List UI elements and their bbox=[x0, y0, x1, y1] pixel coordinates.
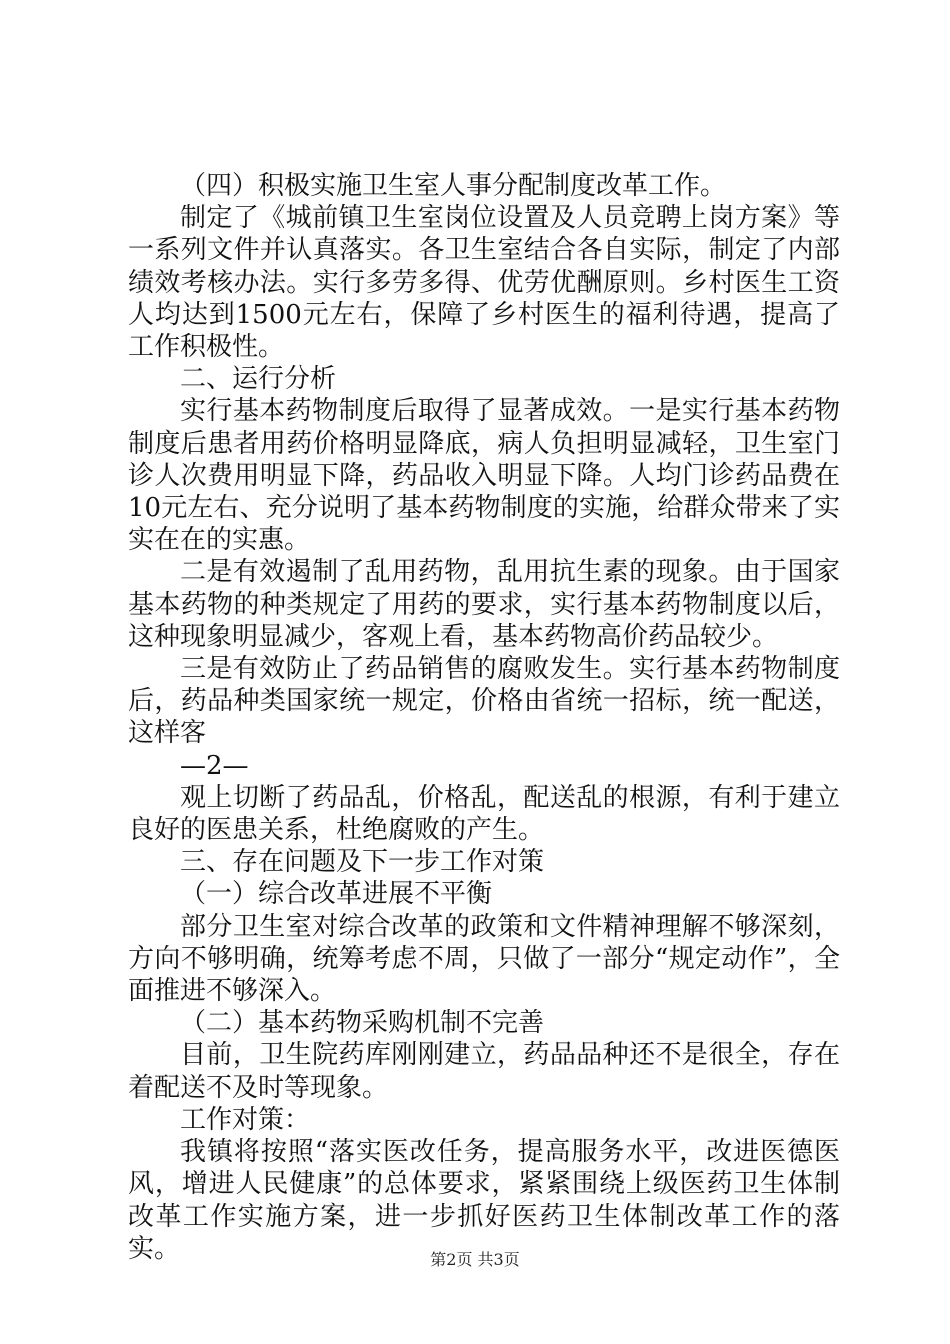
paragraph: 二是有效遏制了乱用药物，乱用抗生素的现象。由于国家基本药物的种类规定了用药的要求，实行基本药物制度以后，这种现象明显减少，客观上看，基本药物高价药品较少。 bbox=[128, 557, 840, 652]
subsection-heading: （一）综合改革进展不平衡 bbox=[180, 879, 493, 910]
paragraph: 制定了《城前镇卫生室岗位设置及人员竞聘上岗方案》等一系列文件并认真落实。各卫生室结合各自实际，制定了内部绩效考核办法。实行多劳多得、优劳优酬原则。乡村医生工资人均达到1500元左右，保障了乡村医生的福利待遇，提高了工作积极性。 bbox=[128, 203, 840, 363]
paragraph: 实行基本药物制度后取得了显著成效。一是实行基本药物制度后患者用药价格明显降底，病人负担明显减轻，卫生室门诊人次费用明显下降，药品收入明显下降。人均门诊药品费在10元左右、充分说明了基本药物制度的实施，给群众带来了实实在在的实惠。 bbox=[128, 396, 840, 556]
section-heading: 三、存在问题及下一步工作对策 bbox=[180, 847, 545, 878]
inline-page-number: —2— bbox=[180, 750, 249, 781]
paragraph: （四）积极实施卫生室人事分配制度改革工作。 bbox=[180, 171, 727, 201]
paragraph: 三是有效防止了药品销售的腐败发生。实行基本药物制度后，药品种类国家统一规定，价格由省统一招标，统一配送，这样客 bbox=[128, 654, 840, 749]
paragraph: 我镇将按照“落实医改任务，提高服务水平，改进医德医风，增进人民健康”的总体要求，紧紧围绕上级医药卫生体制改革工作实施方案，进一步抓好医药卫生体制改革工作的落实。 bbox=[128, 1137, 840, 1264]
section-heading: 二、运行分析 bbox=[180, 364, 337, 395]
paragraph: 目前，卫生院药库刚刚建立，药品品种还不是很全，存在着配送不及时等现象。 bbox=[128, 1040, 840, 1103]
paragraph: 观上切断了药品乱，价格乱，配送乱的根源，有利于建立良好的医患关系，杜绝腐败的产生。 bbox=[128, 782, 840, 846]
paragraph: 工作对策： bbox=[180, 1104, 311, 1135]
document-body bbox=[128, 170, 840, 1265]
subsection-heading: （二）基本药物采购机制不完善 bbox=[180, 1008, 545, 1039]
page-footer: 第2页 共3页 bbox=[430, 1250, 520, 1269]
paragraph: 部分卫生室对综合改革的政策和文件精神理解不够深刻，方向不够明确，统筹考虑不周，只做了一部分“规定动作”，全面推进不够深入。 bbox=[128, 911, 840, 1007]
